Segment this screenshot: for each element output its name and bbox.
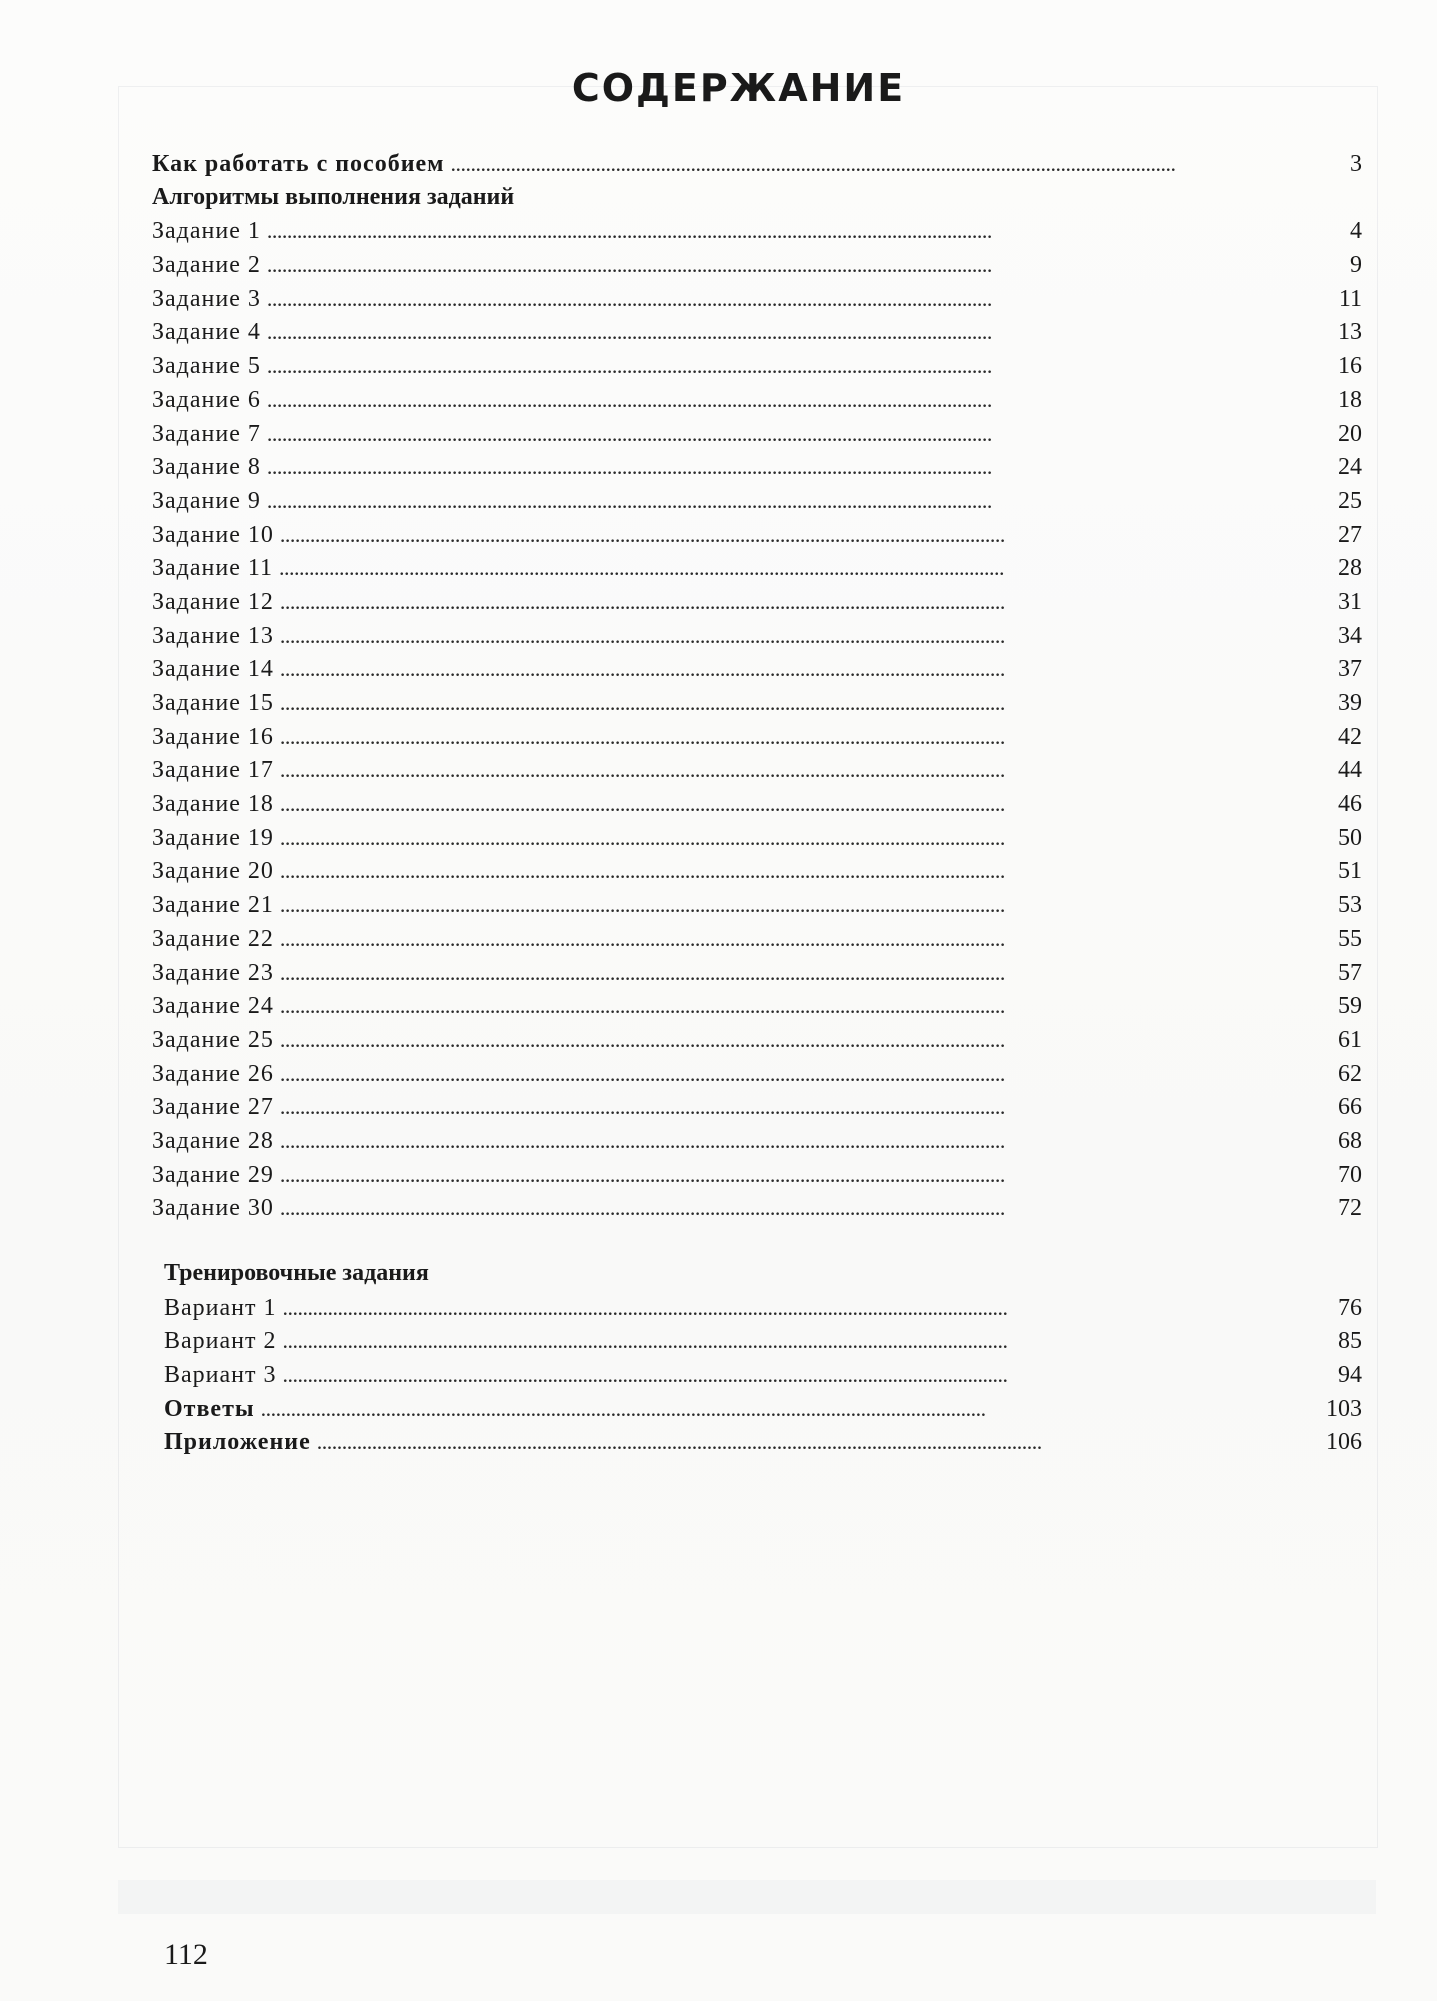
dot-leader	[280, 989, 1308, 1023]
dot-leader	[451, 147, 1308, 181]
toc-entry-page: 55	[1338, 925, 1362, 952]
toc-entry-label: Задание 12	[152, 588, 274, 615]
dot-leader	[280, 821, 1308, 855]
toc-entry	[152, 518, 1362, 552]
toc-entry-label: Задание 2	[152, 252, 261, 279]
toc-entry-page: 18	[1338, 386, 1362, 413]
toc-entry-label: Задание 27	[152, 1094, 274, 1121]
toc-entry-label: Ответы	[164, 1395, 255, 1422]
toc-entry-page: 25	[1338, 487, 1362, 514]
toc-entry-label: Задание 8	[152, 454, 261, 481]
toc-entry-page: 62	[1338, 1060, 1362, 1087]
toc-entry-page: 24	[1338, 454, 1362, 481]
toc-entry-page: 50	[1338, 824, 1362, 851]
dot-leader	[280, 1090, 1308, 1124]
dot-leader	[280, 753, 1308, 787]
toc-entry	[152, 450, 1362, 484]
toc-entry-page: 20	[1338, 420, 1362, 447]
toc-entry	[152, 147, 1362, 181]
toc-entry-page: 53	[1338, 892, 1362, 919]
toc-entry-page: 37	[1338, 656, 1362, 683]
toc-entry-page: 103	[1326, 1395, 1362, 1422]
dot-leader	[280, 888, 1308, 922]
dot-leader	[280, 1124, 1308, 1158]
toc-entry-label: Задание 30	[152, 1195, 274, 1222]
toc-entry	[152, 417, 1362, 451]
toc-entry-page: 31	[1338, 588, 1362, 615]
toc-entry	[152, 888, 1362, 922]
dot-leader	[267, 417, 1308, 451]
toc-entry-label: Задание 24	[152, 993, 274, 1020]
toc-entry-page: 51	[1338, 858, 1362, 885]
dot-leader	[267, 214, 1308, 248]
toc-entry-page: 46	[1338, 791, 1362, 818]
toc-entry-label: Задание 26	[152, 1060, 274, 1087]
section-heading-label: Тренировочные задания	[164, 1260, 429, 1286]
task-list	[152, 214, 1362, 1225]
toc-entry	[152, 1023, 1362, 1057]
toc-entry	[152, 315, 1362, 349]
toc-entry-page: 94	[1338, 1362, 1362, 1389]
dot-leader	[280, 619, 1308, 653]
toc-entry-label: Задание 18	[152, 791, 274, 818]
dot-leader	[280, 686, 1308, 720]
toc-entry	[152, 383, 1362, 417]
toc-entry-label: Задание 7	[152, 420, 261, 447]
toc-entry-page: 3	[1350, 151, 1362, 177]
toc-entry	[152, 484, 1362, 518]
dot-leader	[261, 1392, 1308, 1426]
toc-entry-page: 70	[1338, 1161, 1362, 1188]
toc-entry-page: 85	[1338, 1328, 1362, 1355]
dot-leader	[283, 1324, 1309, 1358]
toc-entry-label: Задание 16	[152, 723, 274, 750]
section-heading-algorithms	[152, 181, 1362, 215]
toc-entry-label: Как работать с пособием	[152, 151, 445, 177]
toc-entry	[152, 854, 1362, 888]
toc-entry	[152, 652, 1362, 686]
toc-entry	[152, 1158, 1362, 1192]
toc-entry-page: 44	[1338, 757, 1362, 784]
toc-entry-page: 106	[1326, 1429, 1362, 1456]
toc-entry	[164, 1324, 1362, 1358]
section-heading-label: Алгоритмы выполнения заданий	[152, 183, 515, 210]
toc-entry	[152, 821, 1362, 855]
dot-leader	[280, 1158, 1308, 1192]
toc-entry	[164, 1291, 1362, 1325]
toc-entry-page: 28	[1338, 555, 1362, 582]
toc-entry-label: Задание 21	[152, 892, 274, 919]
toc-entry-page: 68	[1338, 1127, 1362, 1154]
toc-entry-label: Задание 3	[152, 285, 261, 312]
toc-entry-label: Задание 14	[152, 656, 274, 683]
toc-entry-label: Задание 9	[152, 487, 261, 514]
training-block	[152, 1257, 1362, 1459]
toc-entry-page: 13	[1338, 319, 1362, 346]
toc-entry-label: Задание 23	[152, 959, 274, 986]
toc-entry-label: Задание 29	[152, 1161, 274, 1188]
dot-leader	[267, 315, 1308, 349]
dot-leader	[280, 652, 1308, 686]
toc-entry-page: 11	[1338, 285, 1362, 312]
toc-entry-page: 59	[1338, 993, 1362, 1020]
section-heading-training	[164, 1257, 1362, 1291]
toc-entry	[152, 214, 1362, 248]
toc-entry	[152, 956, 1362, 990]
toc-entry-label: Задание 4	[152, 319, 261, 346]
dot-leader	[283, 1358, 1309, 1392]
dot-leader	[267, 484, 1308, 518]
toc-entry-page: 42	[1338, 723, 1362, 750]
dot-leader	[267, 282, 1308, 316]
toc-entry-label: Вариант 3	[164, 1362, 277, 1389]
toc-entry-label: Приложение	[164, 1429, 311, 1456]
toc-entry-label: Задание 5	[152, 353, 261, 380]
toc-entry	[164, 1425, 1362, 1459]
dot-leader	[267, 349, 1308, 383]
dot-leader	[267, 450, 1308, 484]
toc-entry	[152, 1057, 1362, 1091]
toc-entry	[152, 248, 1362, 282]
dot-leader	[267, 383, 1308, 417]
toc-entry	[152, 1090, 1362, 1124]
toc-entry	[152, 585, 1362, 619]
toc-entry	[152, 989, 1362, 1023]
toc-entry-page: 9	[1350, 252, 1362, 279]
dot-leader	[280, 585, 1308, 619]
toc-entry-page: 34	[1338, 622, 1362, 649]
toc-entry	[152, 753, 1362, 787]
toc-entry-label: Задание 20	[152, 858, 274, 885]
toc-entry-page: 4	[1350, 218, 1362, 245]
dot-leader	[283, 1291, 1309, 1325]
toc-entry-page: 76	[1338, 1294, 1362, 1321]
toc-entry-label: Задание 1	[152, 218, 261, 245]
toc-entry-page: 27	[1338, 521, 1362, 548]
dot-leader	[280, 787, 1308, 821]
dot-leader	[280, 1057, 1308, 1091]
dot-leader	[280, 1191, 1308, 1225]
toc-entry-page: 61	[1338, 1026, 1362, 1053]
dot-leader	[280, 720, 1308, 754]
page-title: СОДЕРЖАНИЕ	[571, 66, 906, 110]
toc-entry	[164, 1358, 1362, 1392]
show-through-band	[118, 1880, 1376, 1914]
toc-entry-label: Задание 13	[152, 622, 274, 649]
dot-leader	[280, 956, 1308, 990]
toc-entry-label: Задание 25	[152, 1026, 274, 1053]
dot-leader	[267, 248, 1308, 282]
toc-entry-page: 16	[1338, 353, 1362, 380]
toc-entry-page: 39	[1338, 690, 1362, 716]
dot-leader	[279, 551, 1308, 585]
toc-entry-page: 57	[1338, 959, 1362, 986]
toc-entry	[164, 1392, 1362, 1426]
dot-leader	[317, 1425, 1308, 1459]
dot-leader	[280, 854, 1308, 888]
toc-entry	[152, 720, 1362, 754]
toc-entry-label: Задание 10	[152, 521, 274, 548]
toc-entry	[152, 551, 1362, 585]
toc-entry-label: Задание 11	[152, 555, 273, 582]
page-number: 112	[164, 1938, 208, 1971]
toc-entry	[152, 1191, 1362, 1225]
toc-entry	[152, 1124, 1362, 1158]
toc-entry	[152, 922, 1362, 956]
table-of-contents	[152, 147, 1362, 1459]
toc-entry	[152, 349, 1362, 383]
toc-entry-label: Задание 28	[152, 1127, 274, 1154]
toc-entry-page: 66	[1338, 1094, 1362, 1121]
toc-entry-label: Вариант 2	[164, 1328, 277, 1355]
toc-entry-label: Задание 15	[152, 690, 274, 716]
toc-entry-label: Задание 17	[152, 757, 274, 784]
toc-entry-page: 72	[1338, 1195, 1362, 1222]
toc-entry	[152, 686, 1362, 720]
toc-entry-label: Задание 6	[152, 386, 261, 413]
toc-entry	[152, 619, 1362, 653]
dot-leader	[280, 922, 1308, 956]
toc-entry	[152, 282, 1362, 316]
variant-list	[164, 1291, 1362, 1459]
toc-entry-label: Задание 22	[152, 925, 274, 952]
toc-entry	[152, 787, 1362, 821]
dot-leader	[280, 518, 1308, 552]
toc-entry-label: Задание 19	[152, 824, 274, 851]
intro-list	[152, 147, 1362, 181]
toc-entry-label: Вариант 1	[164, 1294, 277, 1321]
dot-leader	[280, 1023, 1308, 1057]
